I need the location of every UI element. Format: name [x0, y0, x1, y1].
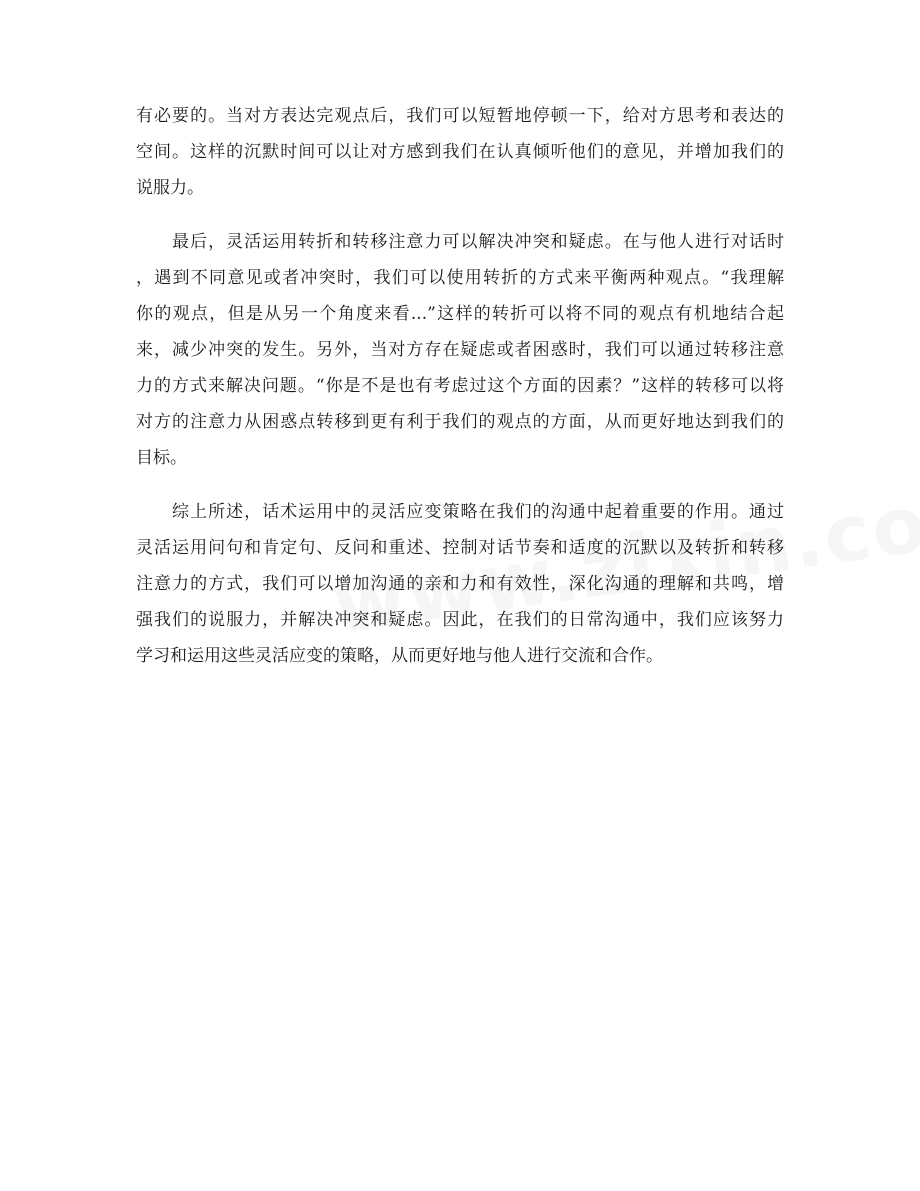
text-line: 灵活运用问句和肯定句、反问和重述、控制对话节奏和适度的沉默以及转折和转移: [136, 538, 784, 558]
paragraph-2: [136, 224, 784, 476]
text-line: 来，减少冲突的发生。另外，当对方存在疑虑或者困惑时，我们可以通过转移注意: [136, 340, 784, 360]
text-line: 对方的注意力从困惑点转移到更有利于我们的观点的方面，从而更好地达到我们的: [136, 412, 784, 432]
text-line: 力的方式来解决问题。“你是不是也有考虑过这个方面的因素？”这样的转移可以将: [136, 376, 784, 396]
text-line: 目标。: [136, 448, 187, 468]
document-body: [136, 98, 784, 692]
text-line: 说服力。: [136, 178, 204, 198]
text-line: 有必要的。当对方表达完观点后，我们可以短暂地停顿一下，给对方思考和表达的: [136, 106, 784, 126]
text-line: 学习和运用这些灵活应变的策略，从而更好地与他人进行交流和合作。: [136, 646, 663, 666]
paragraph-1: [136, 98, 784, 206]
text-line: ，遇到不同意见或者冲突时，我们可以使用转折的方式来平衡两种观点。“我理解: [136, 268, 784, 288]
text-line: 强我们的说服力，并解决冲突和疑虑。因此，在我们的日常沟通中，我们应该努力: [136, 610, 784, 630]
text-line: 最后，灵活运用转折和转移注意力可以解决冲突和疑虑。在与他人进行对话时: [136, 232, 784, 252]
text-line: 综上所述，话术运用中的灵活应变策略在我们的沟通中起着重要的作用。通过: [136, 502, 784, 522]
text-line: 注意力的方式，我们可以增加沟通的亲和力和有效性，深化沟通的理解和共鸣，增: [136, 574, 784, 594]
paragraph-3: [136, 494, 784, 674]
text-line: 空间。这样的沉默时间可以让对方感到我们在认真倾听他们的意见，并增加我们的: [136, 142, 784, 162]
text-line: 你的观点，但是从另一个角度来看...”这样的转折可以将不同的观点有机地结合起: [136, 304, 784, 324]
